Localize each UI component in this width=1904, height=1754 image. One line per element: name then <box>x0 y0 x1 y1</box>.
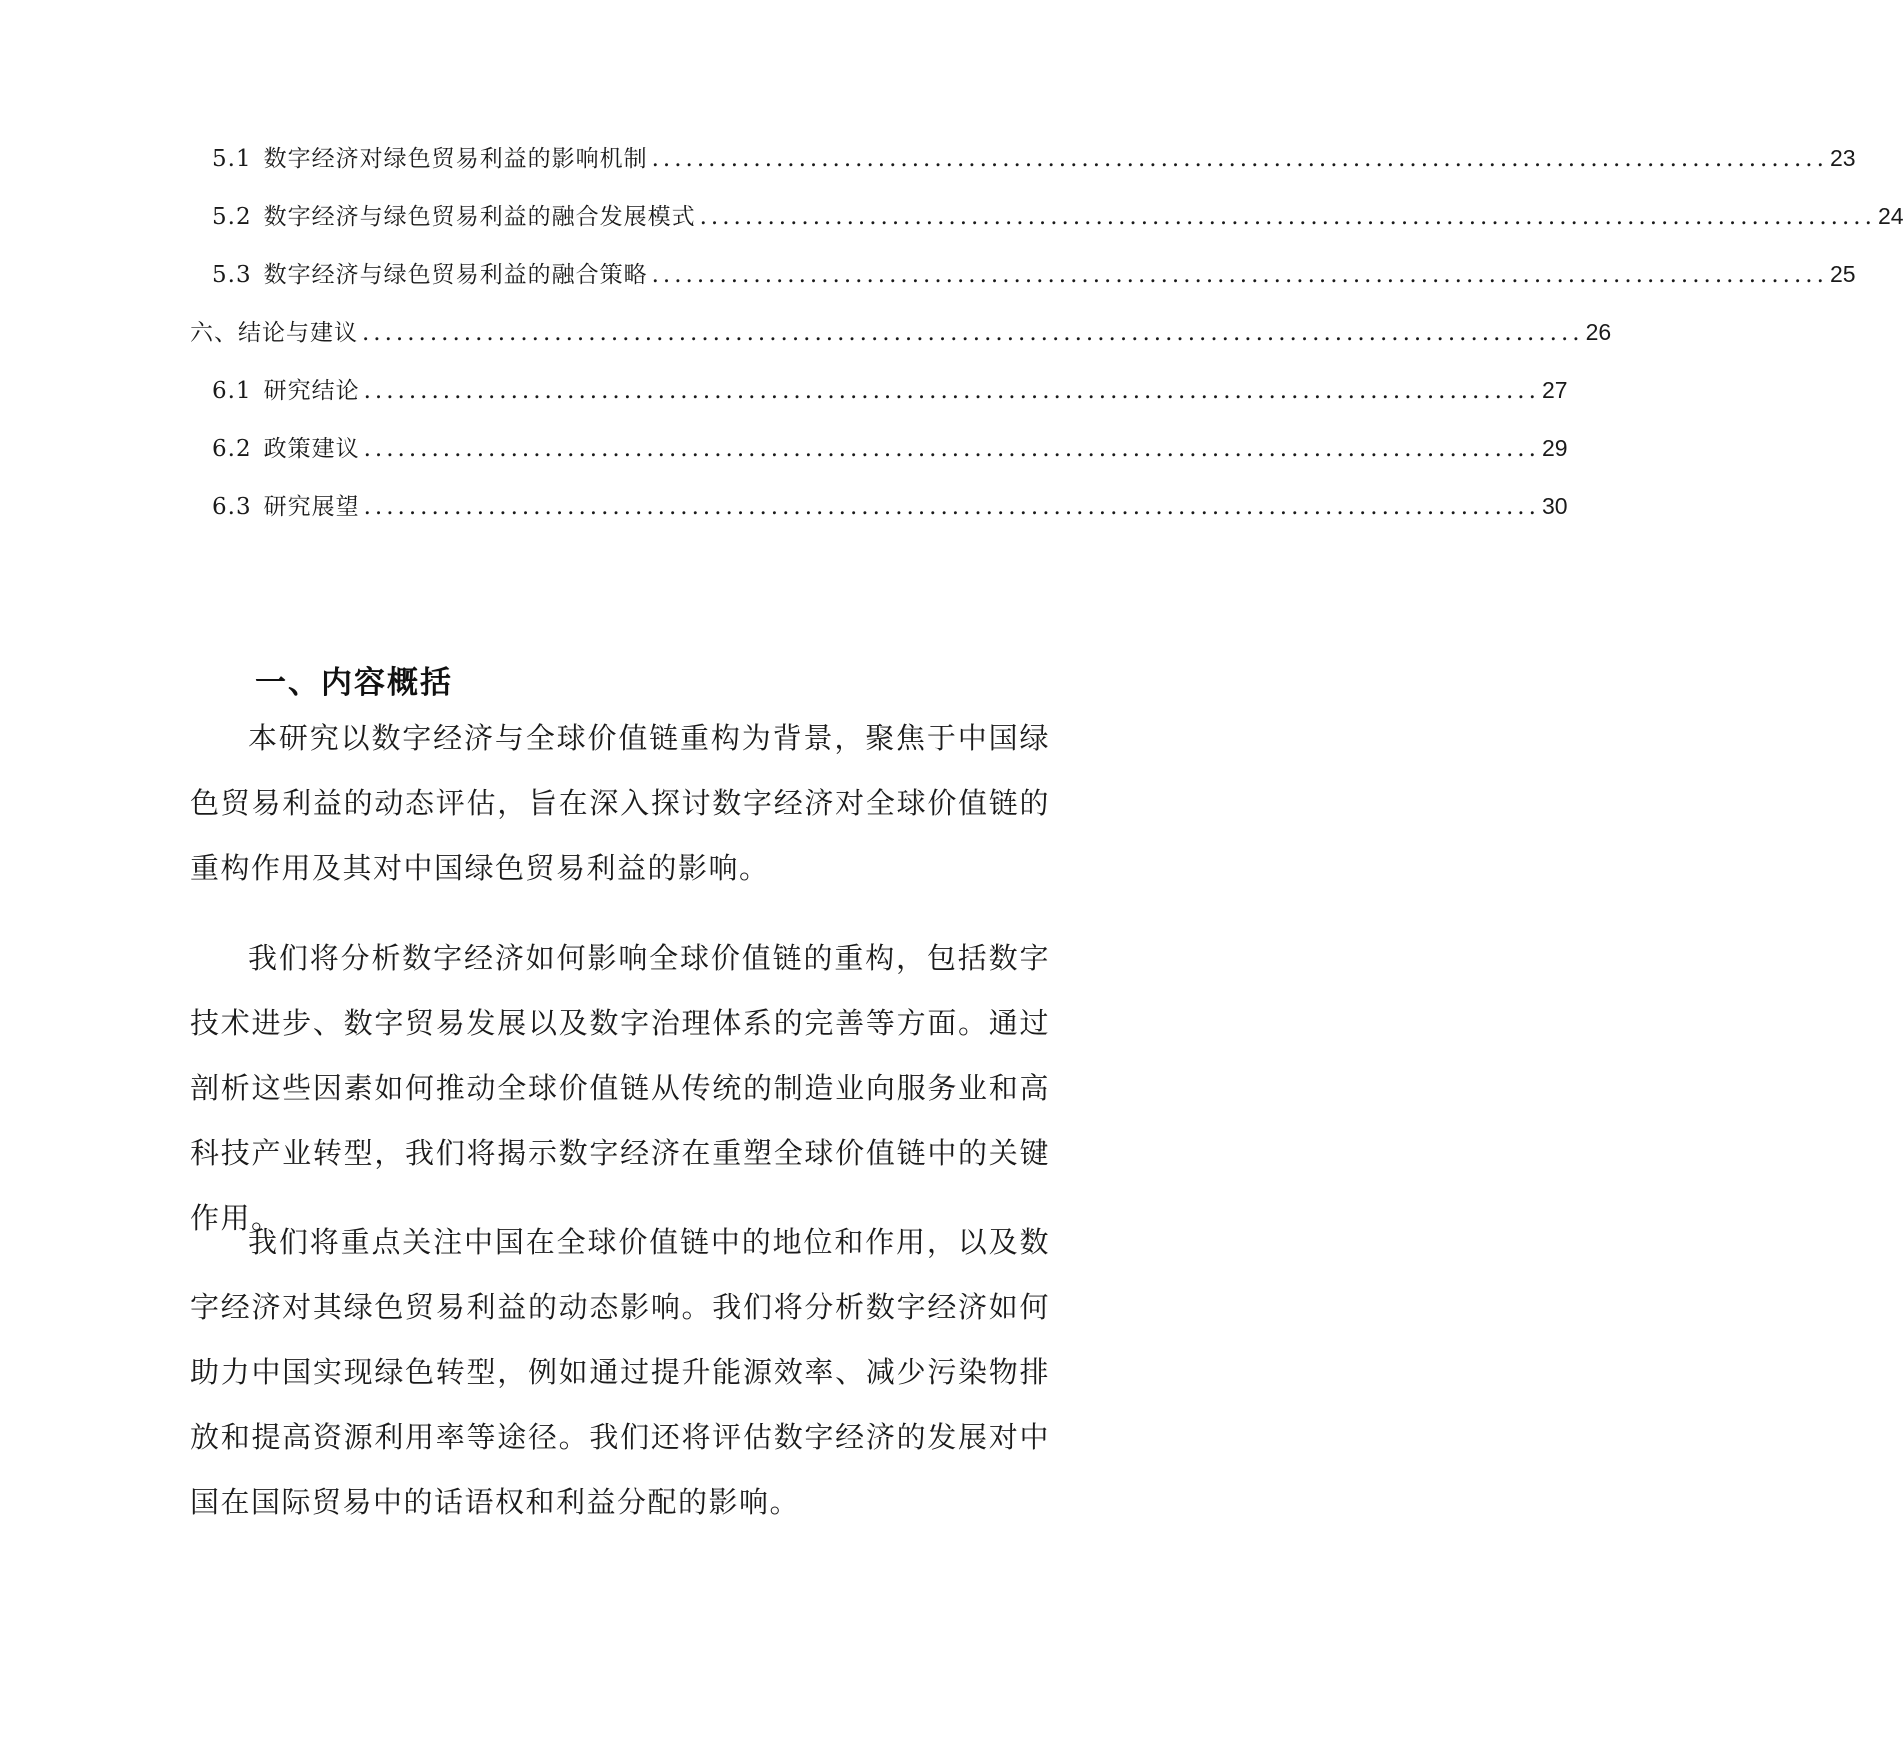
toc-entry-page: 29 <box>1541 435 1568 461</box>
toc-entry-number: 5.3 <box>212 262 252 288</box>
toc-entry-chapter-6[interactable] <box>190 314 1612 354</box>
toc-entry-5-2[interactable] <box>212 198 1904 238</box>
toc-entry-title: 数字经济与绿色贸易利益的融合策略 <box>263 262 648 288</box>
toc-leader-dots: ........................................................................................................ <box>363 378 1540 404</box>
toc-leader-dots: ........................................................................................................ <box>363 436 1540 462</box>
toc-entry-title: 数字经济对绿色贸易利益的影响机制 <box>263 146 648 172</box>
toc-entry-5-1[interactable] <box>212 140 1856 180</box>
toc-entry-number: 六、 <box>190 320 238 346</box>
toc-entry-page: 30 <box>1541 493 1568 519</box>
toc-entry-6-3[interactable] <box>212 488 1568 528</box>
toc-entry-page: 27 <box>1541 377 1568 403</box>
toc-entry-title: 研究展望 <box>263 494 360 520</box>
toc-entry-title: 研究结论 <box>263 378 360 404</box>
toc-entry-6-2[interactable] <box>212 430 1568 470</box>
toc-entry-title: 政策建议 <box>263 436 360 462</box>
section-heading: 一、内容概括 <box>255 664 453 701</box>
toc-entry-number: 6.1 <box>212 378 252 404</box>
toc-entry-number: 6.2 <box>212 436 252 462</box>
toc-entry-page: 26 <box>1585 319 1612 345</box>
body-paragraph: 本研究以数字经济与全球价值链重构为背景，聚焦于中国绿色贸易利益的动态评估，旨在深入探讨数字经济对全球价值链的重构作用及其对中国绿色贸易利益的影响。 <box>190 721 1050 885</box>
toc-entry-number: 5.2 <box>212 204 252 230</box>
toc-entry-page: 23 <box>1829 145 1856 171</box>
toc-entry-title: 数字经济与绿色贸易利益的融合发展模式 <box>263 204 696 230</box>
toc-leader-dots: ............................................................................................................ <box>362 320 1584 346</box>
body-paragraph: 我们将分析数字经济如何影响全球价值链的重构，包括数字技术进步、数字贸易发展以及数字治理体系的完善等方面。通过剖析这些因素如何推动全球价值链从传统的制造业向服务业和高科技产业转型，我们将揭示数字经济在重塑全球价值链中的关键作用。 <box>190 941 1050 1235</box>
toc-leader-dots: ........................................................................................................ <box>651 262 1828 288</box>
toc-entry-6-1[interactable] <box>212 372 1568 412</box>
toc-leader-dots: ........................................................................................................ <box>651 146 1828 172</box>
toc-entry-number: 5.1 <box>212 146 252 172</box>
toc-leader-dots: ........................................................................................................ <box>363 494 1540 520</box>
body-paragraph: 我们将重点关注中国在全球价值链中的地位和作用，以及数字经济对其绿色贸易利益的动态影响。我们将分析数字经济如何助力中国实现绿色转型，例如通过提升能源效率、减少污染物排放和提高资源利用率等途径。我们还将评估数字经济的发展对中国在国际贸易中的话语权和利益分配的影响。 <box>190 1225 1050 1519</box>
toc-leader-dots: ........................................................................................................ <box>699 204 1876 230</box>
toc-entry-number: 6.3 <box>212 494 252 520</box>
toc-entry-5-3[interactable] <box>212 256 1856 296</box>
toc-entry-page: 25 <box>1829 261 1856 287</box>
toc-entry-page: 24 <box>1877 203 1904 229</box>
toc-entry-title: 结论与建议 <box>238 320 358 346</box>
